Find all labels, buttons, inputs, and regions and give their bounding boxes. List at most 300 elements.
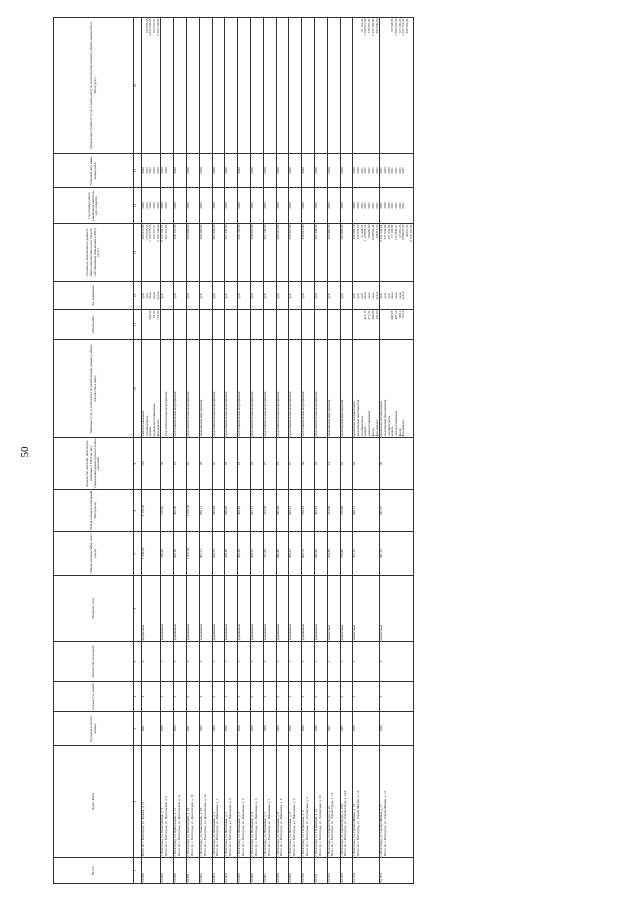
cell-line: 2020 bbox=[382, 202, 387, 209]
table-cell: деревянные bbox=[251, 576, 264, 642]
table-cell: 3 bbox=[187, 642, 200, 682]
table-row bbox=[238, 18, 251, 884]
table-cell bbox=[212, 188, 225, 224]
table-cell bbox=[238, 154, 251, 188]
table-cell bbox=[251, 224, 264, 282]
table-cell bbox=[353, 18, 380, 154]
column-number: 9 bbox=[134, 438, 142, 490]
table-cell bbox=[353, 188, 380, 224]
cell-line: г. Волгоград, ул. Вишневая, д. 9 bbox=[288, 811, 293, 857]
table-cell: 402,55 bbox=[315, 490, 328, 532]
cell-line: 487,16 bbox=[393, 310, 398, 320]
column-number: 14 bbox=[134, 188, 142, 224]
table-row bbox=[353, 18, 380, 884]
table-cell: 54.704. bbox=[353, 858, 380, 884]
table-cell: 4 bbox=[142, 682, 161, 712]
cell-line: руб. bbox=[382, 292, 387, 299]
cell-line: инженерные мероприятия bbox=[198, 399, 203, 437]
cell-line: кв.м bbox=[390, 292, 395, 299]
cell-line: 2 160 744,80 bbox=[155, 18, 160, 36]
table-cell: 2 bbox=[251, 642, 264, 682]
table-cell: 779,50 bbox=[161, 490, 174, 532]
cell-line: 57 428,21 bbox=[359, 224, 364, 238]
table-cell: 2 bbox=[263, 642, 276, 682]
table-cell: 1956 bbox=[161, 712, 174, 746]
table-cell: деревянные bbox=[263, 576, 276, 642]
cell-line: 2020 bbox=[326, 202, 331, 209]
cell-line bbox=[213, 311, 217, 339]
table-cell: 1953 bbox=[174, 712, 187, 746]
cell-line: 2021 bbox=[393, 202, 398, 209]
cell-line bbox=[315, 311, 319, 339]
cell-line: куб.м bbox=[401, 291, 406, 300]
cell-line: Итого по г. Волгоград, ул. Вишневая, д. 8 bbox=[279, 798, 284, 857]
table-cell: 1957 bbox=[327, 712, 340, 746]
table-cell bbox=[212, 310, 225, 340]
table-cell: 376,80 bbox=[340, 490, 353, 532]
table-row bbox=[289, 18, 302, 884]
column-header: Адрес МКД bbox=[54, 746, 134, 858]
table-cell: деревянные bbox=[238, 576, 251, 642]
cell-line: 404,80 bbox=[370, 310, 375, 320]
cell-line: г. Волгоград, ул. Вишневая, д. 6 bbox=[250, 811, 255, 857]
cell-line: г. Волгоград, ул. Вишневая, д. 7 bbox=[262, 811, 267, 857]
table-cell: 2 bbox=[238, 682, 251, 712]
table-row bbox=[187, 18, 200, 884]
table-cell: 54.692. bbox=[199, 858, 212, 884]
cell-line bbox=[251, 19, 255, 153]
table-cell bbox=[238, 224, 251, 282]
table-cell bbox=[302, 18, 315, 154]
cell-line: фундамента bbox=[401, 419, 406, 437]
column-number: 1 bbox=[134, 858, 142, 884]
table-cell bbox=[174, 340, 187, 438]
cell-line: 2020 bbox=[262, 167, 267, 174]
cell-line: г. Волгоград, ул. Бриллиантов, д. 5 bbox=[160, 808, 165, 857]
table-cell: 1954 bbox=[212, 712, 225, 746]
cell-line: 96 558,68 bbox=[390, 18, 395, 32]
cell-line: 5 113 792,21 bbox=[160, 224, 165, 242]
cell-line: 2021 bbox=[393, 167, 398, 174]
cell-line: 2022 bbox=[155, 202, 160, 209]
cell-line bbox=[277, 311, 281, 339]
table-cell: 1954 bbox=[251, 712, 264, 746]
table-cell: 2 bbox=[263, 682, 276, 712]
cell-line bbox=[174, 19, 178, 153]
table-cell bbox=[353, 310, 380, 340]
cell-line: 2020 bbox=[173, 202, 178, 209]
table-cell bbox=[380, 746, 414, 858]
table-cell bbox=[174, 18, 187, 154]
table-cell: 1 bbox=[212, 642, 225, 682]
table-cell bbox=[238, 282, 251, 310]
table-cell: 2 bbox=[315, 682, 328, 712]
cell-line: 2021 bbox=[379, 202, 384, 209]
table-cell bbox=[327, 154, 340, 188]
table-cell: 435,80 bbox=[276, 490, 289, 532]
cell-line: руб. bbox=[314, 292, 318, 299]
cell-line: подвальное помещение bbox=[152, 403, 157, 437]
table-cell: 414,90 bbox=[327, 532, 340, 576]
table-cell bbox=[289, 340, 302, 438]
table-cell: деревянные bbox=[302, 576, 315, 642]
cell-line: 469,2 bbox=[397, 310, 402, 319]
column-number: 8 bbox=[134, 490, 142, 532]
cell-line: руб. bbox=[356, 292, 361, 299]
table-cell: 1958 bbox=[315, 712, 328, 746]
table-cell bbox=[340, 154, 353, 188]
cell-line: 1 189 676,63 bbox=[148, 224, 153, 242]
cell-line: г. Волгоград, ул. Вишневая, д. 8 bbox=[275, 811, 280, 857]
column-number: 10 bbox=[134, 340, 142, 438]
cell-line: кв.м bbox=[370, 292, 375, 299]
table-cell bbox=[251, 340, 264, 438]
table-cell bbox=[340, 310, 353, 340]
table-cell: кирпичные bbox=[142, 576, 161, 642]
cell-line: подготовительные мероприятия bbox=[224, 391, 229, 437]
table-cell: кирпичные bbox=[340, 576, 353, 642]
table-cell bbox=[251, 154, 264, 188]
table-cell: 2 179,23 bbox=[142, 490, 161, 532]
cell-line bbox=[302, 311, 306, 339]
table-cell: 54.694. bbox=[225, 858, 238, 884]
table-cell bbox=[212, 746, 225, 858]
table-cell bbox=[276, 746, 289, 858]
cell-line: 97 161,62 bbox=[359, 18, 364, 32]
cell-line: инженерные мероприятия bbox=[326, 399, 331, 437]
cell-line: подготовительные мероприятия bbox=[262, 391, 267, 437]
table-row bbox=[212, 18, 225, 884]
cell-line: 2020 bbox=[211, 202, 216, 209]
table-cell: 1959 bbox=[353, 712, 380, 746]
cell-line: 2020 bbox=[339, 202, 344, 209]
cell-line: подготовительные мероприятия bbox=[237, 391, 242, 437]
table-cell: 1 bbox=[161, 642, 174, 682]
table-cell: 1 bbox=[340, 642, 353, 682]
cell-line: руб. bbox=[359, 292, 364, 299]
table-cell bbox=[142, 224, 161, 282]
table-cell bbox=[263, 188, 276, 224]
cell-line: 257 636,96 bbox=[382, 224, 387, 240]
table-cell: 47 bbox=[187, 438, 200, 490]
cell-line: подготовительные мероприятия bbox=[275, 391, 280, 437]
cell-line: 2022 bbox=[148, 167, 153, 174]
column-number: 16 bbox=[134, 18, 142, 154]
table-cell: 16 bbox=[174, 438, 187, 490]
cell-line: Итого по г. Волгоград, ул. Гагринская, д. 2 bbox=[304, 796, 309, 857]
table-cell: 24 bbox=[251, 438, 264, 490]
cell-line: 2020 bbox=[237, 202, 242, 209]
table-cell bbox=[315, 18, 328, 154]
cell-line: 2020 bbox=[250, 202, 255, 209]
table-cell bbox=[276, 282, 289, 310]
table-cell bbox=[212, 18, 225, 154]
cell-line: 251 904,00 bbox=[211, 224, 216, 240]
table-cell: деревянные bbox=[174, 576, 187, 642]
cell-line: Итого по г. Волгоград, ул. Брюсовская, д. 9 bbox=[164, 796, 169, 857]
table-cell: 44 bbox=[353, 438, 380, 490]
table-cell bbox=[315, 154, 328, 188]
cell-line: 260 089,00 bbox=[186, 224, 191, 240]
table-cell: 802,73 bbox=[302, 532, 315, 576]
cell-line: руб. bbox=[173, 292, 178, 299]
cell-line: 2021 bbox=[363, 202, 368, 209]
table-cell: 2 bbox=[289, 682, 302, 712]
cell-line: кв.м bbox=[148, 292, 153, 299]
table-cell bbox=[302, 154, 315, 188]
column-header: Материал стен bbox=[54, 576, 134, 642]
table-cell: 2 bbox=[199, 642, 212, 682]
cell-line: 2020 bbox=[356, 202, 361, 209]
cell-line: Итого по г. Волгоград, ул. Вишневая, д. 7 bbox=[266, 798, 271, 857]
column-header: Общая площадь МКД, всего (кв.м) bbox=[54, 532, 134, 576]
table-cell: 1954 bbox=[289, 712, 302, 746]
table-cell bbox=[225, 18, 238, 154]
table-cell: 1956 bbox=[302, 712, 315, 746]
table-row bbox=[327, 18, 340, 884]
table-cell bbox=[302, 224, 315, 282]
table-cell: 436,21 bbox=[289, 490, 302, 532]
table-cell bbox=[199, 154, 212, 188]
table-cell bbox=[225, 224, 238, 282]
table-cell bbox=[225, 310, 238, 340]
table-cell bbox=[199, 310, 212, 340]
table-cell bbox=[161, 188, 174, 224]
cell-line: г. Волгоград, ул. Брюсовская, д. 20 bbox=[198, 807, 203, 857]
cell-line: электроснабжение bbox=[367, 410, 372, 437]
cell-line: кв.м bbox=[367, 292, 372, 299]
cell-line: 2 160 744,80 bbox=[155, 224, 160, 242]
cell-line: Итого по г. Волгоград, ул. Брюсовская, д. 11 bbox=[176, 794, 181, 857]
table-cell: 477,51 bbox=[353, 532, 380, 576]
cell-line: электроснабжение bbox=[141, 410, 145, 437]
table-cell bbox=[327, 310, 340, 340]
table-cell: 2 bbox=[174, 642, 187, 682]
table-cell bbox=[161, 154, 174, 188]
cell-line: 2020 bbox=[141, 202, 145, 209]
cell-line bbox=[187, 19, 191, 153]
cell-line: 3 241 244,84 bbox=[379, 224, 384, 242]
table-cell: 26 bbox=[199, 438, 212, 490]
column-number: 5 bbox=[134, 642, 142, 682]
cell-line: инженерные мероприятия bbox=[356, 399, 361, 437]
table-cell: 30 bbox=[380, 438, 414, 490]
table-cell bbox=[142, 282, 161, 310]
table-row bbox=[263, 18, 276, 884]
table-cell bbox=[315, 188, 328, 224]
cell-line: 2020 bbox=[250, 167, 255, 174]
cell-line: кровли bbox=[363, 426, 368, 437]
table-cell: 2 bbox=[327, 682, 340, 712]
table-cell bbox=[212, 282, 225, 310]
table-cell: 1 031,20 bbox=[187, 490, 200, 532]
table-cell bbox=[380, 310, 414, 340]
cell-line: Итого по г. Волгоград, ул. Героев Шипки, д. 15 bbox=[356, 790, 361, 857]
cell-line: 2020 bbox=[386, 202, 391, 209]
cell-line: 2021 bbox=[401, 202, 406, 209]
table-cell bbox=[353, 340, 380, 438]
cell-line: г. Волгоград, ул. Гагринская, д. 16 bbox=[314, 808, 318, 857]
cell-line: 154 955,43 bbox=[144, 18, 149, 34]
table-cell bbox=[289, 188, 302, 224]
cell-line: 1 125985,14 bbox=[363, 224, 368, 242]
cell-line: кв.м bbox=[152, 292, 157, 299]
table-cell: 2 bbox=[276, 682, 289, 712]
table-cell: 2 bbox=[302, 642, 315, 682]
table-cell: 415,00 bbox=[263, 490, 276, 532]
cell-line bbox=[174, 311, 178, 339]
cell-line: подготовительные мероприятия bbox=[314, 391, 318, 437]
cell-line: 127291,26 bbox=[397, 224, 402, 239]
cell-line: 339813,70 bbox=[374, 224, 379, 239]
cell-line bbox=[328, 311, 332, 339]
table-cell: 436,50 bbox=[225, 532, 238, 576]
cell-line: проектная документация bbox=[379, 401, 384, 437]
cell-line: 2020 bbox=[288, 167, 293, 174]
table-cell bbox=[327, 340, 340, 438]
table-cell bbox=[199, 340, 212, 438]
table-cell bbox=[289, 310, 302, 340]
cell-line: 2021 bbox=[390, 167, 395, 174]
table-cell: 15 bbox=[327, 438, 340, 490]
table-cell: 483,20 bbox=[238, 532, 251, 576]
cell-line: г. Волгоград, ул. Вишневая, д. 3 bbox=[224, 811, 229, 857]
cell-line bbox=[165, 19, 169, 153]
table-cell bbox=[276, 224, 289, 282]
cell-line: 265 860,00 bbox=[339, 224, 344, 240]
cell-line: 2021 bbox=[370, 202, 375, 209]
table-cell bbox=[225, 154, 238, 188]
table-row bbox=[225, 18, 238, 884]
cell-line: 2029 bbox=[160, 202, 165, 209]
table-cell bbox=[263, 282, 276, 310]
table-cell bbox=[315, 224, 328, 282]
table-cell: 54.691. bbox=[187, 858, 200, 884]
cell-line: инженерные мероприятия bbox=[339, 399, 344, 437]
table-cell: 828,11 bbox=[199, 490, 212, 532]
table-row bbox=[174, 18, 187, 884]
cell-line: 2020 bbox=[339, 167, 344, 174]
cell-line: 934,60 bbox=[148, 310, 153, 320]
cell-line: 208 873,00 bbox=[141, 224, 145, 240]
cell-line: Итого по г. Волгоград, ул. Вишневая, д. 3 bbox=[228, 798, 233, 857]
column-number: 11 bbox=[134, 310, 142, 340]
table-cell bbox=[302, 188, 315, 224]
table-cell bbox=[327, 18, 340, 154]
cell-line: 34337,22 bbox=[405, 224, 410, 237]
cell-line: руб. bbox=[186, 292, 191, 299]
table-cell: 54.690. bbox=[174, 858, 187, 884]
table-cell: 2 bbox=[380, 682, 414, 712]
table-header-row bbox=[54, 18, 134, 884]
cell-line: руб. bbox=[275, 292, 280, 299]
table-cell bbox=[161, 310, 174, 340]
table-cell: деревянные bbox=[289, 576, 302, 642]
table-cell bbox=[142, 340, 161, 438]
cell-line: руб. bbox=[198, 292, 203, 299]
cell-line: Итого по г. Волгоград, ул. Вишневая, д. 9 bbox=[292, 798, 297, 857]
table-row bbox=[340, 18, 353, 884]
cell-line: руб. bbox=[386, 292, 391, 299]
table-cell: 867,11 bbox=[199, 532, 212, 576]
cell-line: 256 015,00 bbox=[275, 224, 280, 240]
table-cell: 2 bbox=[251, 682, 264, 712]
table-cell bbox=[251, 188, 264, 224]
table-cell bbox=[174, 224, 187, 282]
table-row bbox=[161, 18, 174, 884]
cell-line: Итого по г. Волгоград, ул. Вишневая, д. 6 bbox=[253, 798, 258, 857]
cell-line: 2020 bbox=[301, 167, 306, 174]
cell-line: 2022 bbox=[144, 202, 149, 209]
table-cell: 54.695. bbox=[238, 858, 251, 884]
table-cell: 747,40 bbox=[263, 532, 276, 576]
cell-line: 2029 bbox=[164, 202, 169, 209]
cell-line bbox=[225, 311, 229, 339]
cell-line: подготовительные мероприятия bbox=[186, 391, 191, 437]
table-cell bbox=[225, 282, 238, 310]
cell-line: подготовительные мероприятия bbox=[173, 391, 178, 437]
cell-line: 408,85 bbox=[390, 310, 395, 320]
table-cell bbox=[161, 746, 174, 858]
table-cell bbox=[289, 746, 302, 858]
table-cell: 436,40 bbox=[238, 490, 251, 532]
cell-line: 1008092,44 bbox=[370, 224, 375, 241]
cell-line: 227 136,00 bbox=[224, 224, 229, 240]
cell-line bbox=[200, 311, 204, 339]
table-cell: 759,43 bbox=[302, 490, 315, 532]
cell-line: 2021 bbox=[379, 167, 384, 174]
column-number: 15 bbox=[134, 154, 142, 188]
column-header: Год ввода в эксплу-атацию bbox=[54, 712, 134, 746]
table-cell bbox=[225, 188, 238, 224]
table-cell: деревянные bbox=[315, 576, 328, 642]
cell-line: 2020 bbox=[352, 167, 357, 174]
table-cell bbox=[263, 340, 276, 438]
table-cell: 54.701. bbox=[315, 858, 328, 884]
cell-line: кв.м bbox=[363, 292, 368, 299]
table-cell bbox=[380, 188, 414, 224]
cell-line: 256 015,00 bbox=[301, 224, 306, 240]
cell-line: 2020 bbox=[211, 167, 216, 174]
rotated-register-table-container bbox=[53, 18, 639, 884]
cell-line: 1113949,47 bbox=[393, 224, 398, 241]
table-cell bbox=[276, 310, 289, 340]
table-cell: 1947 bbox=[142, 712, 161, 746]
table-cell bbox=[142, 18, 161, 154]
column-number: 13 bbox=[134, 224, 142, 282]
table-cell: 439,71 bbox=[353, 490, 380, 532]
table-cell bbox=[142, 154, 161, 188]
cell-line: 2020 bbox=[198, 202, 203, 209]
table-cell: 54.689. bbox=[161, 858, 174, 884]
table-cell: 113 bbox=[142, 438, 161, 490]
table-cell bbox=[263, 310, 276, 340]
cell-line: 2020 bbox=[382, 167, 387, 174]
table-cell: деревянные bbox=[276, 576, 289, 642]
cell-line: 3 832 656,68 bbox=[148, 18, 153, 36]
cell-line: фасад bbox=[370, 428, 375, 437]
table-cell: 487,16 bbox=[380, 532, 414, 576]
table-cell bbox=[187, 282, 200, 310]
cell-line: 1 352 716,26 bbox=[401, 18, 406, 36]
table-cell bbox=[302, 310, 315, 340]
table-cell bbox=[315, 746, 328, 858]
cell-line: 2022 bbox=[144, 167, 149, 174]
table-cell: 2 bbox=[161, 682, 174, 712]
table-cell: 18 bbox=[340, 438, 353, 490]
table-cell: 27 bbox=[289, 438, 302, 490]
cell-line: стройконтроль bbox=[144, 415, 149, 437]
